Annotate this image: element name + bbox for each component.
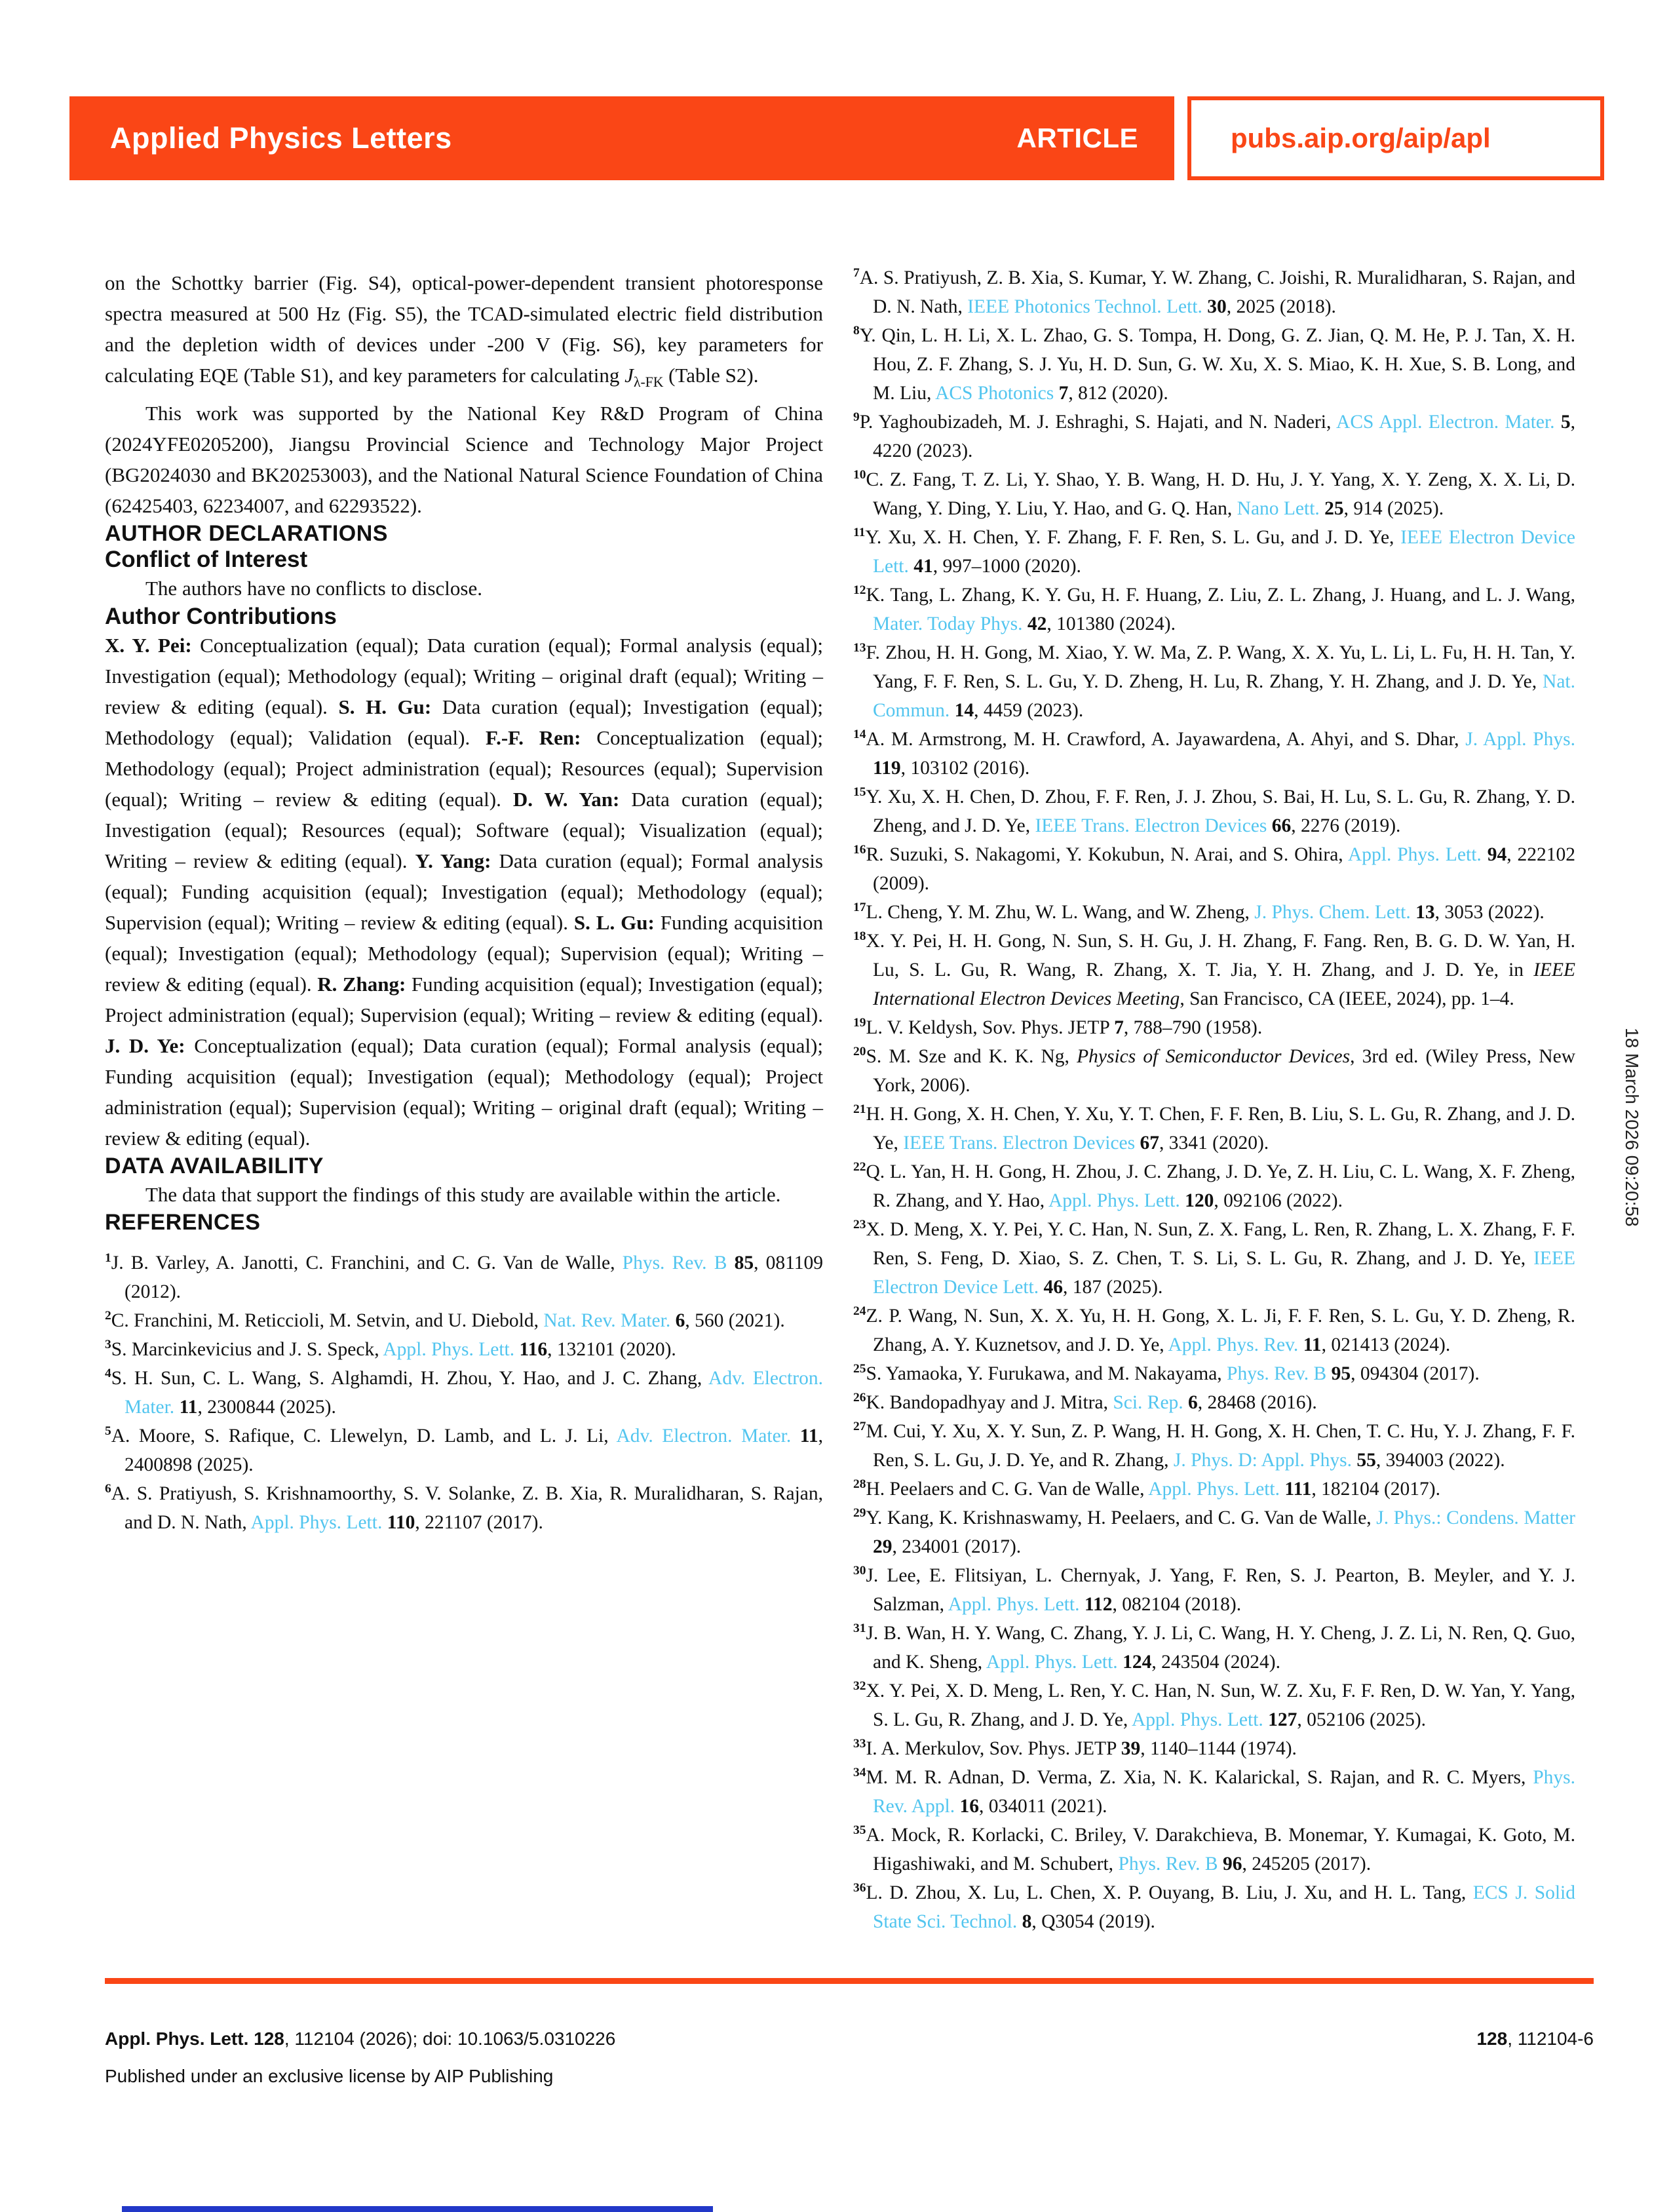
journal-link[interactable]: J. Appl. Phys. [1465,729,1575,750]
journal-link[interactable]: J. Phys.: Condens. Matter [1376,1507,1575,1528]
footer-rule [105,1978,1594,1984]
reference-number: 6 [105,1482,111,1496]
reference-number: 16 [853,843,866,857]
reference-number: 2 [105,1309,111,1323]
reference-number: 20 [853,1045,866,1059]
reference-item: $^{17}$L. Cheng, Y. M. Zhu, W. L. Wang, and W. Zheng, J. Phys. Chem. Lett. 13, 3053 (2022). [853,901,1545,923]
acknowledgment-paragraph: This work was supported by the National Key R&D Program of China (2024YFE0205200), Jiangsu Provincial Science and Technology Major Project (BG2024030 and BK20253003), and the National Natural Science Foundation of China (62425403, 62234007, and 62293522). [105,402,823,518]
journal-link[interactable]: Nat. Rev. Mater. [543,1310,671,1332]
contributions-paragraph: X. Y. Pei: Conceptualization (equal); Data curation (equal); Formal analysis (equal); Investigation (equal); Methodology (equal); Writing – original draft (equal); Writing – review & editing (equal). S. H. Gu: Data curation (equal); Investigation (equal); Methodology (equal); Validation (equal). F.-F. Ren: Conceptualization (equal); Methodology (equal); Project administration (equal); Resources (equal); Supervision (equal); Writing – review & editing (equal). D. W. Yan: Data curation (equal); Investigation (equal); Resources (equal); Software (equal); Visualization (equal); Writing – review & editing (equal). Y. Yang: Data curation (equal); Formal analysis (equal); Funding acquisition (equal); Investigation (equal); Methodology (equal); Supervision (equal); Writing – review & editing (equal). S. L. Gu: Funding acquisition (equal); Investigation (equal); Methodology (equal); Supervision (equal); Writing – review & editing (equal). R. Zhang: Funding acquisition (equal); Investigation (equal); Project administration (equal); Supervision (equal); Writing – review & editing (equal). J. D. Ye: Conceptualization (equal); Data curation (equal); Formal analysis (equal); Funding acquisition (equal); Investigation (equal); Methodology (equal); Project administration (equal); Supervision (equal); Writing – original draft (equal); Writing – review & editing (equal). [105,634,824,1150]
journal-link[interactable]: Mater. Today Phys. [873,613,1023,634]
reference-number: 5 [105,1424,111,1439]
reference-number: 15 [853,785,866,800]
reference-item: $^{27}$M. Cui, Y. Xu, X. Y. Sun, Z. P. Wang, H. H. Gong, X. H. Chen, T. C. Hu, Y. J. Zhang, F. F. Ren, S. L. Gu, J. D. Ye, and R. Zhang, J. Phys. D: Appl. Phys. 55, 394003 (2022). [853,1420,1575,1471]
journal-link[interactable]: IEEE Electron Device Lett. [873,1248,1575,1298]
reference-item: $^3$S. Marcinkevicius and J. S. Speck, Appl. Phys. Lett. 116, 132101 (2020). [105,1338,676,1361]
reference-number: 4 [105,1367,111,1381]
journal-link[interactable]: Appl. Phys. Lett. [1048,1190,1180,1211]
reference-list-left [105,1249,823,1537]
journal-link[interactable]: ACS Appl. Electron. Mater. [1336,412,1555,433]
reference-number: 22 [853,1160,866,1174]
reference-number: 35 [853,1823,866,1838]
reference-item: $^2$C. Franchini, M. Reticcioli, M. Setvin, and U. Diebold, Nat. Rev. Mater. 6, 560 (2021). [105,1309,785,1332]
reference-number: 13 [853,641,866,655]
journal-link[interactable]: Appl. Phys. Lett. [1148,1479,1280,1500]
journal-link[interactable]: Phys. Rev. B [1118,1853,1218,1874]
section-references: REFERENCES [105,1210,261,1235]
journal-link[interactable]: Nat. Commun. [873,671,1575,721]
reference-item: $^{33}$I. A. Merkulov, Sov. Phys. JETP 39, 1140–1144 (1974). [853,1737,1297,1759]
reference-item: $^{12}$K. Tang, L. Zhang, K. Y. Gu, H. F. Huang, Z. Liu, Z. L. Zhang, J. Huang, and L. J. Wang, Mater. Today Phys. 42, 101380 (2024). [853,583,1575,634]
data-availability-text: The data that support the findings of this study are available within the article. [145,1183,781,1207]
reference-item: $^5$A. Moore, S. Rafique, C. Llewelyn, D. Lamb, and L. J. Li, Adv. Electron. Mater. 11, 2400898 (2025). [105,1424,824,1476]
conflict-text: The authors have no conflicts to disclose. [145,577,482,600]
reference-item: $^{31}$J. B. Wan, H. Y. Wang, C. Zhang, Y. J. Li, C. Wang, H. Y. Cheng, J. Z. Li, N. Ren, Q. Guo, and K. Sheng, Appl. Phys. Lett. 124, 243504 (2024). [853,1621,1575,1673]
journal-link[interactable]: ACS Photonics [935,383,1054,404]
journal-link[interactable]: Phys. Rev. B [622,1252,727,1274]
reference-item: $^{30}$J. Lee, E. Flitsiyan, L. Chernyak, J. Yang, F. Ren, S. J. Pearton, B. Meyler, and Y. J. Salzman, Appl. Phys. Lett. 112, 082104 (2018). [853,1564,1575,1615]
reference-number: 31 [853,1621,866,1636]
journal-link[interactable]: Nano Lett. [1237,498,1320,519]
reference-number: 32 [853,1679,866,1694]
subscript-text: λ-FK [633,374,664,391]
reference-item: $^{19}$L. V. Keldysh, Sov. Phys. JETP 7, 788–790 (1958). [853,1016,1263,1038]
journal-link[interactable]: Adv. Electron. Mater. [616,1426,792,1447]
journal-link[interactable]: IEEE Trans. Electron Devices [1035,815,1267,836]
reference-number: 28 [853,1477,866,1492]
reference-item: $^1$J. B. Varley, A. Janotti, C. Franchini, and C. G. Van de Walle, Phys. Rev. B 85, 081109 (2012). [105,1251,824,1303]
journal-link[interactable]: IEEE Electron Device Lett. [873,527,1575,577]
reference-item: $^{36}$L. D. Zhou, X. Lu, L. Chen, X. P. Ouyang, B. Liu, J. Xu, and H. L. Tang, ECS J. Solid State Sci. Technol. 8, Q3054 (2019). [853,1881,1575,1932]
reference-item: $^{28}$H. Peelaers and C. G. Van de Walle, Appl. Phys. Lett. 111, 182104 (2017). [853,1477,1441,1500]
journal-header-bar [69,96,1174,180]
reference-item: $^{13}$F. Zhou, H. H. Gong, M. Xiao, Y. W. Ma, Z. P. Wang, X. X. Yu, L. Li, L. Fu, H. H. Tan, Y. Yang, F. F. Ren, S. L. Gu, Y. D. Zheng, H. Lu, R. Zhang, Y. H. Zhang, and J. D. Ye, Nat. Commun. 14, 4459 (2023). [853,641,1575,721]
reference-number: 33 [853,1737,866,1751]
subsection-conflict-of-interest: Conflict of Interest [105,547,308,573]
footer-page-number: 128, 112104-6 [1476,2028,1594,2049]
section-author-declarations: AUTHOR DECLARATIONS [105,521,388,547]
article-type-label: ARTICLE [1016,123,1138,153]
reference-number: 14 [853,728,866,742]
reference-item: $^{32}$X. Y. Pei, X. D. Meng, L. Ren, Y. C. Han, N. Sun, W. Z. Xu, F. F. Ren, D. W. Yan, Y. Yang, S. L. Gu, R. Zhang, and J. D. Ye, Appl. Phys. Lett. 127, 052106 (2025). [853,1679,1575,1730]
reference-number: 24 [853,1304,866,1319]
reference-number: 10 [853,468,866,482]
reference-number: 30 [853,1564,866,1578]
reference-item: $^{25}$S. Yamaoka, Y. Furukawa, and M. Nakayama, Phys. Rev. B 95, 094304 (2017). [853,1362,1480,1384]
journal-link[interactable]: IEEE Photonics Technol. Lett. [967,296,1202,317]
footer-citation: Appl. Phys. Lett. 128, 112104 (2026); doi: 10.1063/5.0310226 [105,2028,616,2049]
reference-item: $^9$P. Yaghoubizadeh, M. J. Eshraghi, S. Hajati, and N. Naderi, ACS Appl. Electron. Mater. 5, 4220 (2023). [853,410,1575,461]
reference-item: $^{22}$Q. L. Yan, H. H. Gong, H. Zhou, J. C. Zhang, J. D. Ye, Z. H. Liu, C. L. Wang, X. F. Zheng, R. Zhang, and Y. Hao, Appl. Phys. Lett. 120, 092106 (2022). [853,1160,1575,1211]
reference-item: $^{14}$A. M. Armstrong, M. H. Crawford, A. Jayawardena, A. Ahyi, and S. Dhar, J. Appl. Phys. 119, 103102 (2016). [853,728,1575,779]
journal-link[interactable]: J. Phys. Chem. Lett. [1254,902,1411,923]
reference-item: $^4$S. H. Sun, C. L. Wang, S. Alghamdi, H. Zhou, Y. Hao, and J. C. Zhang, Adv. Electron. Mater. 11, 2300844 (2025). [105,1367,824,1418]
reference-number: 26 [853,1391,866,1405]
journal-link[interactable]: Appl. Phys. Lett. [250,1512,383,1534]
reference-number: 27 [853,1420,866,1434]
reference-number: 11 [853,526,866,540]
journal-link[interactable]: Appl. Phys. Lett. [1132,1709,1263,1730]
reference-item: $^6$A. S. Pratiyush, S. Krishnamoorthy, S. V. Solanke, Z. B. Xia, R. Muralidharan, S. Rajan, and D. N. Nath, Appl. Phys. Lett. 110, 221107 (2017). [105,1482,823,1534]
reference-item: $^7$A. S. Pratiyush, Z. B. Xia, S. Kumar, Y. W. Zhang, C. Joishi, R. Muralidharan, S. Rajan, and D. N. Nath, IEEE Photonics Technol. Lett. 30, 2025 (2018). [853,266,1575,317]
reference-item: $^{18}$X. Y. Pei, H. H. Gong, N. Sun, S. H. Gu, J. H. Zhang, F. Fang. Ren, B. G. D. W. Yan, H. Lu, S. L. Gu, R. Wang, R. Zhang, X. T. Jia, Y. H. Zhang, and J. D. Ye, in IEEE International Electron Devices Meeting, San Francisco, CA (IEEE, 2024), pp. 1–4. [853,929,1575,1009]
reference-number: 21 [853,1102,866,1117]
reference-number: 25 [853,1362,866,1376]
journal-link[interactable]: Phys. Rev. B [1227,1363,1327,1384]
reference-number: 8 [853,324,860,338]
journal-link[interactable]: IEEE Trans. Electron Devices [903,1133,1136,1154]
reference-item: $^8$Y. Qin, L. H. Li, X. L. Zhao, G. S. Tompa, H. Dong, G. Z. Jian, Q. M. He, P. J. Tan, X. H. Hou, Z. F. Zhang, S. J. Yu, H. D. Sun, G. W. Xu, X. S. Miao, K. H. Xue, S. B. Long, and M. Liu, ACS Photonics 7, 812 (2020). [853,324,1575,404]
reference-number: 23 [853,1218,866,1232]
reference-item: $^{34}$M. M. R. Adnan, D. Verma, Z. Xia, N. K. Kalarickal, S. Rajan, and R. C. Myers, Phys. Rev. Appl. 16, 034011 (2021). [853,1766,1575,1817]
reference-item: $^{35}$A. Mock, R. Korlacki, C. Briley, V. Darakchieva, B. Monemar, Y. Kumagai, K. Goto, M. Higashiwaki, and M. Schubert, Phys. Rev. B 96, 245205 (2017). [853,1823,1575,1874]
reference-item: $^{20}$S. M. Sze and K. K. Ng, Physics of Semiconductor Devices, 3rd ed. (Wiley Press, New York, 2006). [853,1045,1575,1096]
journal-link[interactable]: Phys. Rev. Appl. [873,1767,1575,1817]
reference-number: 9 [853,410,860,425]
reference-item: $^{29}$Y. Kang, K. Krishnaswamy, H. Peelaers, and C. G. Van de Walle, J. Phys.: Condens. Matter 29, 234001 (2017). [853,1506,1575,1557]
reference-number: 1 [105,1251,111,1266]
left-column [105,267,823,1537]
reference-item: $^{23}$X. D. Meng, X. Y. Pei, Y. C. Han, N. Sun, Z. X. Fang, L. Ren, R. Zhang, L. X. Zhang, F. F. Ren, S. Feng, D. Xiao, S. Z. Chen, T. S. Li, S. L. Gu, R. Zhang, and J. D. Ye, IEEE Electron Device Lett. 46, 187 (2025). [853,1218,1575,1298]
reference-number: 34 [853,1766,866,1780]
reference-number: 3 [105,1338,111,1352]
bottom-blue-strip [122,2206,713,2212]
footer-license: Published under an exclusive license by AIP Publishing [105,2066,554,2086]
reference-number: 36 [853,1881,866,1895]
subsection-author-contributions: Author Contributions [105,604,337,630]
reference-item: $^{26}$K. Bandopadhyay and J. Mitra, Sci. Rep. 6, 28468 (2016). [853,1391,1317,1413]
reference-number: 19 [853,1016,866,1030]
reference-number: 18 [853,929,866,944]
journal-link[interactable]: Sci. Rep. [1113,1392,1183,1413]
right-column [853,263,1575,1936]
journal-title: Applied Physics Letters [110,121,452,155]
journal-link[interactable]: Adv. Electron. Mater. [125,1368,824,1418]
reference-number: 7 [853,266,860,281]
reference-item: $^{11}$Y. Xu, X. H. Chen, Y. F. Zhang, F. F. Ren, S. L. Gu, and J. D. Ye, IEEE Electron Device Lett. 41, 997–1000 (2020). [853,526,1575,577]
journal-link[interactable]: Appl. Phys. Rev. [1168,1334,1299,1355]
journal-link[interactable]: Appl. Phys. Lett. [948,1594,1080,1615]
journal-link[interactable]: J. Phys. D: Appl. Phys. [1173,1450,1353,1471]
reference-item: $^{24}$Z. P. Wang, N. Sun, X. X. Yu, H. H. Gong, X. L. Ji, F. F. Ren, S. L. Gu, Y. D. Zheng, R. Zhang, A. Y. Kuznetsov, and J. D. Ye, Appl. Phys. Rev. 11, 021413 (2024). [853,1304,1575,1355]
journal-link[interactable]: ECS J. Solid State Sci. Technol. [873,1882,1575,1932]
reference-number: 17 [853,901,866,915]
journal-link[interactable]: Appl. Phys. Lett. [383,1339,515,1361]
journal-site-box [1187,96,1604,180]
journal-link[interactable]: Appl. Phys. Lett. [986,1652,1118,1673]
journal-link[interactable]: Appl. Phys. Lett. [1347,844,1482,865]
reference-number: 29 [853,1506,866,1521]
reference-item: $^{15}$Y. Xu, X. H. Chen, D. Zhou, F. F. Ren, J. J. Zhou, S. Bai, H. Lu, S. L. Gu, R. Zhang, Y. D. Zheng, and J. D. Ye, IEEE Trans. Electron Devices 66, 2276 (2019). [853,785,1575,836]
reference-list-right [853,263,1575,1936]
reference-item: $^{21}$H. H. Gong, X. H. Chen, Y. Xu, Y. T. Chen, F. F. Ren, B. Liu, S. L. Gu, R. Zhang, and J. D. Ye, IEEE Trans. Electron Devices 67, 3341 (2020). [853,1102,1575,1154]
supplementary-paragraph: on the Schottky barrier (Fig. S4), optical-power-dependent transient photoresponse spectra measured at 500 Hz (Fig. S5), the TCAD-simulated electric field distribution and the depletion width of devices under -200 V (Fig. S6), key parameters for calculating EQE (Table S1), and key parameters for calculating $J_{\lambda-FK}$ (Table S2). [105,271,823,391]
section-data-availability: DATA AVAILABILITY [105,1154,324,1179]
reference-number: 12 [853,583,866,598]
download-timestamp: 18 March 2026 09:20:58 [1622,1028,1642,1227]
reference-item: $^{10}$C. Z. Fang, T. Z. Li, Y. Shao, Y. B. Wang, H. D. Hu, J. Y. Yang, X. Y. Zeng, X. X. Li, D. Wang, Y. Ding, Y. Liu, Y. Hao, and G. Q. Han, Nano Lett. 25, 914 (2025). [853,468,1575,519]
reference-item: $^{16}$R. Suzuki, S. Nakagomi, Y. Kokubun, N. Arai, and S. Ohira, Appl. Phys. Lett. 94, 222102 (2009). [853,843,1576,894]
journal-site-link[interactable]: pubs.aip.org/aip/apl [1231,123,1491,153]
